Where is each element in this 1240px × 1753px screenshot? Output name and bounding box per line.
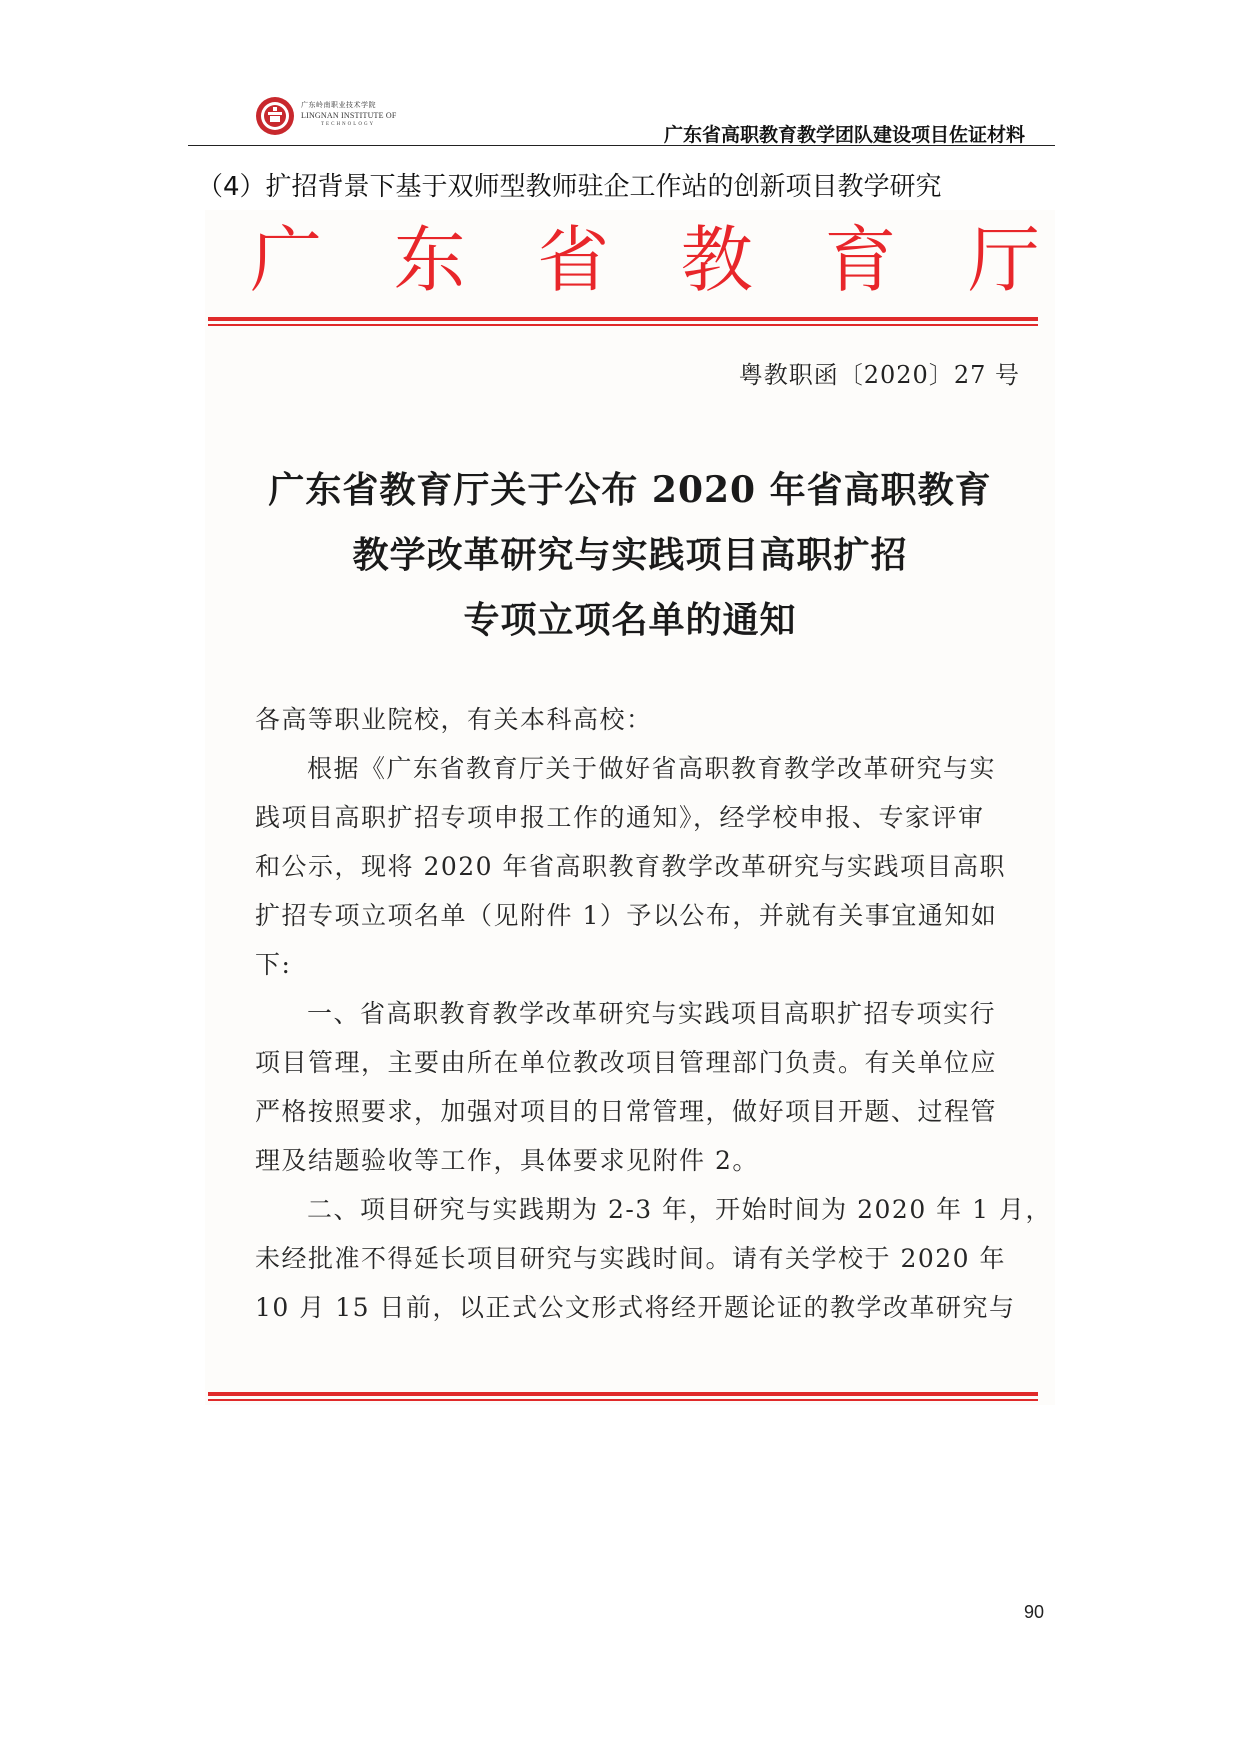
masthead-char: 广 [250,218,323,302]
school-seal-icon [255,96,295,136]
masthead-char: 厅 [967,218,1040,302]
section-heading: （4）扩招背景下基于双师型教师驻企工作站的创新项目教学研究 [197,172,942,202]
masthead-char: 东 [393,218,466,302]
school-logo [255,96,415,140]
body-line: 践项目高职扩招专项申报工作的通知》，经学校申报、专家评审 [255,803,985,832]
body-line: 项目管理，主要由所在单位教改项目管理部门负责。有关单位应 [255,1048,998,1077]
footer-red-rule [208,1392,1038,1396]
masthead-char: 教 [680,218,753,302]
page-number: 90 [1024,1602,1045,1622]
document-number: 粤教职函〔2020〕27 号 [738,361,1020,389]
body-line: 扩招专项立项名单（见附件 1）予以公布，并就有关事宜通知如 [255,901,998,930]
footer-red-rule-thin [208,1399,1038,1401]
body-line: 下: [255,950,292,979]
masthead-char: 省 [537,218,610,302]
body-line: 和公示，现将 2020 年省高职教育教学改革研究与实践项目高职 [255,852,1007,881]
school-name-cn: 广东岭南职业技术学院 [301,101,376,109]
notice-title-line: 教学改革研究与实践项目高职扩招 [352,534,908,576]
school-name-en-2: TECHNOLOGY [321,122,376,127]
document-masthead [250,215,1040,305]
body-line: 严格按照要求，加强对项目的日常管理，做好项目开题、过程管 [255,1097,998,1126]
body-line: 一、省高职教育教学改革研究与实践项目高职扩招专项实行 [307,999,997,1028]
notice-title-line: 广东省教育厅关于公布 2020 年省高职教育 [268,469,992,511]
masthead-red-rule-thin [208,324,1038,326]
header-divider [188,145,1055,146]
notice-title-line: 专项立项名单的通知 [463,599,797,641]
header-title: 广东省高职教育教学团队建设项目佐证材料 [663,124,1025,146]
body-line: 未经批准不得延长项目研究与实践时间。请有关学校于 2020 年 [255,1244,1007,1273]
masthead-red-rule [208,317,1038,321]
body-line: 各高等职业院校，有关本科高校： [255,705,653,734]
body-line: 10 月 15 日前，以正式公文形式将经开题论证的教学改革研究与 [255,1293,1016,1322]
body-line: 理及结题验收等工作，具体要求见附件 2。 [255,1146,759,1175]
body-line: 根据《广东省教育厅关于做好省高职教育教学改革研究与实 [307,754,997,783]
masthead-char: 育 [824,218,897,302]
school-name-en: LINGNAN INSTITUTE OF [301,111,397,120]
body-line: 二、项目研究与实践期为 2-3 年，开始时间为 2020 年 1 月， [307,1195,1052,1224]
